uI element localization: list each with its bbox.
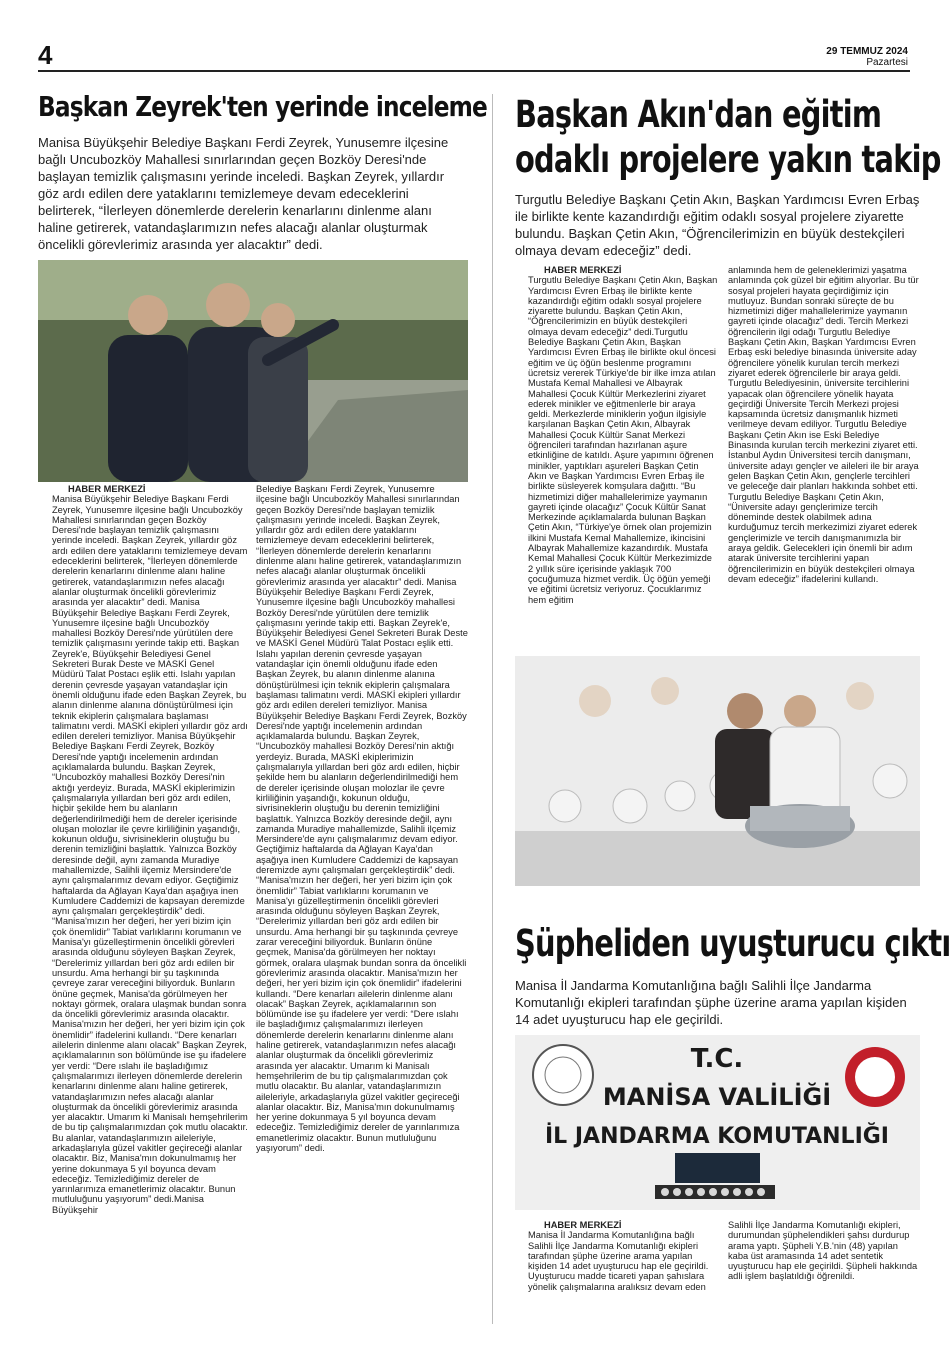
article3-title: Şüpheliden uyuşturucu çıktı	[515, 922, 950, 965]
cooking-class-photo	[515, 656, 920, 886]
article1-col1-text: Manisa Büyükşehir Belediye Başkanı Ferdi Zeyrek, Yunusemre ilçesine bağlı Uncubozköy Mahallesi sınırlarından geçen Bozköy Deresi'nde başlayan temizlik çalışmasını yerinde inceledi. Başkan Zeyrek, yıllardır göz ardı edilen dere yataklarını temizlemeye devam edeceklerini belirterek, “İlerleyen dönemlerde derelerin kenarlarını dinlenme alanı haline getirerek, vatandaşlarımızın nefes alacağı alanlar oluşturmak öncelikli görevlerimiz arasında yer alacaktır” dedi. Manisa Büyükşehir Belediye Başkanı Ferdi Zeyrek, Yunusemre ilçesine bağlı Uncubozköy mahallesi Bozköy Deresi'nde yürütülen dere temizlik çalışmasını yerinde takip etti. Başkan Zeyrek'e, Büyükşehir Belediyesi Genel Sekreteri Burak Deste ve MASKİ Genel Müdürü Talat Postacı eşlik etti. Islahı yapılan derenin çevresde yaşayan vatandaşlar için önemli olduğunu ifade eden Başkan Zeyrek, bu alanın dinlenme alanına dönüştürülmesi için teknik ekiplerin çalışmalara başlaması talimatını verdi. MASKİ ekipleri yıllardır göz ardı edilen dereleri temizliyor. Manisa Büyükşehir Belediye Başkanı Ferdi Zeyrek, Bozköy Deresi'nde yaptığı incelemenin ardından açıklamalarda bulundu. Başkan Zeyrek, “Uncubozköy mahallesi Bozköy Deresi'nin aktığı yerdeyiz. Burada, MASKİ ekiplerimizin çalışmalarıyla yıllardan beri göz ardı edilen, hiçbir şekilde hem bu alanların değerlendirilmediği hem de dereler içerisinde oluşan molozlar ile çevre kirliliğinin yaşandığı, kokunun olduğu, sivrisineklerin oluştuğu bu derenin temizliğini başlattık. Yalnızca Bozköy deresinde değil, aynı zamanda Muradiye mahallemizde, Salihli ilçemiz Mersindere'de aynı çalışmalarımız devam ediyor. Geçtiğimiz haftalarda da Ağlayan Kaya'dan aşağıya inen Kumludere Caddemizi de kapsayan deremizde aynı çalışmaları gerçekleştirdik” dedi. “Manisa'mızın her değeri, her yeri bizim için çok önemlidir” Tabiat varlıklarını korumanın ve Manisa'yı güzelleştirmenin öncelikli görevleri arasında olduğunu söyleyen Başkan Zeyrek, “Derelerimiz yıllardan beri göz ardı edilen bir unsurdu. Ama herhangi bir şu taşkınında çevreye zarar vereceğini biliyorduk. Bunların önüne geçmek, Manisa'da görülmeyen her noktayı görmek, oralara ulaşmak bundan sonra da öncelikli görevlerimiz arasında olacaktır. Manisa'mızın her değeri, her yeri bizim için çok önemlidir” ifadelerini kullandı. “Dere kenarları ailelerin dinlenme alanı olacak” Başkan Zeyrek, açıklamalarının son bölümünde ise şu ifadelere yer verdi: “Dere ıslahı ile başladığımız çalışmalarımızı ilerleyen dönemlerde derelerin kenarlarını dinlenme alanı haline getirerek, vatandaşlarımızın nefes alacağı alanlar oluşturmak da öncelikli görevlerimiz arasında yer alacaktır. Umarım ki Manisalı hemşehrilerim de bu tip çalışmalarımızdan çok mutlu olacaktır. Bu alanlar, vatandaşlarımızın aileleriyle, arkadaşlarıyla güzel vakitler geçireceği alanlar olacaktır. Biz, Manisa'mın dokunulmamış her yerine dokunmaya 5 yıl boyunca devam edeceğiz. Temizlediğimiz dereler de yarınlarımıza emanetlerimiz olacaktır. Bunun mutluluğunu yaşıyorum” dedi.Manisa Büyükşehir	[52, 494, 248, 1215]
article2-column-1	[528, 265, 718, 605]
article1-byline: HABER MERKEZİ	[68, 484, 146, 494]
issue-date	[826, 46, 908, 68]
article2-column-2	[728, 265, 920, 584]
article2-title	[515, 92, 941, 182]
article1-col2-text: Belediye Başkanı Ferdi Zeyrek, Yunusemre ilçesine bağlı Uncubozköy Mahallesi sınırlarından geçen Bozköy Deresi'nde başlayan temizlik çalışmasını yerinde inceledi. Başkan Zeyrek, yıllardır göz ardı edilen dere yataklarını temizlemeye devam edeceklerini belirterek, “İlerleyen dönemlerde derelerin kenarlarını dinlenme alanı haline getirerek, vatandaşlarımızın nefes alacağı alanlar oluşturmak öncelikli görevlerimiz arasında yer alacaktır” dedi. Manisa Büyükşehir Belediye Başkanı Ferdi Zeyrek, Yunusemre ilçesine bağlı Uncubozköy mahallesi Bozköy Deresi'nde yürütülen dere temizlik çalışmasını yerinde takip etti. Başkan Zeyrek'e, Büyükşehir Belediyesi Genel Sekreteri Burak Deste ve MASKİ Genel Müdürü Talat Postacı eşlik etti. Islahı yapılan derenin çevresde yaşayan vatandaşlar için önemli olduğunu ifade eden Başkan Zeyrek, bu alanın dinlenme alanına dönüştürülmesi için teknik ekiplerin çalışmalara başlaması talimatını verdi. MASKİ ekipleri yıllardır göz ardı edilen dereleri temizliyor. Manisa Büyükşehir Belediye Başkanı Ferdi Zeyrek, Bozköy Deresi'nde yaptığı incelemenin ardından açıklamalarda bulundu. Başkan Zeyrek, “Uncubozköy mahallesi Bozköy Deresi'nin aktığı yerdeyiz. Burada, MASKİ ekiplerimizin çalışmalarıyla yıllardan beri göz ardı edilen, hiçbir şekilde hem bu alanların değerlendirilmediği hem de dereler içerisinde oluşan molozlar ile çevre kirliliğinin yaşandığı, kokunun olduğu, sivrisineklerin oluştuğu bu derenin temizliğini başlattık. Yalnızca Bozköy deresinde değil, aynı zamanda Muradiye mahallemizde, Salihli ilçemiz Mersindere'de aynı çalışmalarımız devam ediyor. Geçtiğimiz haftalarda da Ağlayan Kaya'dan aşağıya inen Kumludere Caddemizi de kapsayan deremizde aynı çalışmaları gerçekleştirdik” dedi. “Manisa'mızın her değeri, her yeri bizim için çok önemlidir” Tabiat varlıklarını korumanın ve Manisa'yı güzelleştirmenin öncelikli görevleri arasında olduğunu söyleyen Başkan Zeyrek, “Derelerimiz yıllardan beri göz ardı edilen bir unsurdu. Ama herhangi bir şu taşkınında çevreye zarar vereceğini biliyorduk. Bunların önüne geçmek, Manisa'da görülmeyen her noktayı görmek, oralara ulaşmak bundan sonra da öncelikli görevlerimiz arasında olacaktır. Manisa'mızın her değeri, her yeri bizim için çok önemlidir” ifadelerini kullandı. “Dere kenarları ailelerin dinlenme alanı olacak” Başkan Zeyrek, açıklamalarının son bölümünde ise şu ifadelere yer verdi: “Dere ıslahı ile başladığımız çalışmalarımızı ilerleyen dönemlerde derelerin kenarlarını dinlenme alanı haline getirerek, vatandaşlarımızın nefes alacağı alanlar oluşturmak da öncelikli görevlerimiz arasında yer alacaktır. Umarım ki Manisalı hemşehrilerim de bu tip çalışmalarımızdan çok mutlu olacaktır. Bu alanlar, vatandaşlarımızın aileleriyle, arkadaşlarıyla güzel vakitler geçireceği alanlar olacaktır. Biz, Manisa'mın dokunulmamış her yerine dokunmaya 5 yıl boyunca devam edeceğiz. Temizlediğimiz dereler de yarınlarımıza emanetlerimiz olacaktır. Bunun mutluluğunu yaşıyorum” dedi.	[256, 484, 468, 1153]
article1-photo	[38, 260, 468, 482]
article2-title-line1: Başkan Akın'dan eğitim	[515, 93, 882, 136]
article2-title-line2: odaklı projelere yakın takip	[515, 138, 941, 181]
weekday-text: Pazartesi	[866, 57, 908, 68]
article3-byline: HABER MERKEZİ	[544, 1220, 622, 1230]
article2-photo	[515, 656, 920, 886]
article3-photo	[515, 1035, 920, 1210]
riverbank-inspection-photo	[38, 260, 468, 482]
article3-lead: Manisa İl Jandarma Komutanlığına bağlı Salihli İlçe Jandarma Komutanlığı ekipleri tarafından şüphe üzerine arama yapılan kişiden 14 adet uyuşturucu hap ele geçirildi.	[515, 978, 907, 1027]
article2-col1-text: Turgutlu Belediye Başkanı Çetin Akın, Başkan Yardımcısı Evren Erbaş ile birlikte kente kazandırdığı eğitim odaklı sosyal projelere ziyarette bulundu. Başkan Çetin Akın, “Öğrencilerimizin en büyük destekçileri olmaya devam edeceğiz” dedi.Turgutlu Belediye Başkanı Çetin Akın, Başkan Yardımcısı Evren Erbaş ile birlikte okul öncesi eğitim ve üç öğün beslenme programını ücretsiz vererek Türkiye'de bir ilke imza atılan Mustafa Kemal Mahallesi ve Albayrak Mahallesi Çocuk Kültür Merkezlerini ziyaret ederek minikler ve eğitmenlerle bir araya geldi. Merkezlerde miniklerin yoğun ilgisiyle karşılanan Başkan Çetin Akın, Albayrak Mahallesi Çocuk Kültür Sanat Merkezi öğrencileri tarafından hazırlanan aşure etkinliğine de katıldı. Aşure yapımını öğrenen minikler, yaptıkları aşureleri Başkan Çetin Akın ve Başkan Yardımcısı Evren Erbaş ile birlikte süsleyerek komşulara dağıttı. “Bu hizmetimizi diğer mahallelerimize yaymanın gayreti içinde olacağız” Çocuk Kültür Sanat Merkezinde açıklamalarda bulunan Başkan Çetin Akın, “Türkiye'ye örnek olan projemizin ilkini Mustafa Kemal Mahallemize, ikincisini Albayrak Mahallemize kazandırdık. Mustafa Kemal Mahallesi Çocuk Kültür Merkezimizde 2 yıllık süre içerisinde yaklaşık 700 çocuğumuza hizmet verdik. Üç öğün yemeği ve eğitimi ücretsiz veriyoruz. Çocuklarımız hem eğitim	[528, 275, 718, 605]
article3-column-1	[528, 1220, 713, 1292]
date-text: 29 TEMMUZ 2024	[826, 46, 908, 57]
article1-title: Başkan Zeyrek'ten yerinde inceleme	[38, 90, 487, 123]
article2-byline: HABER MERKEZİ	[544, 265, 622, 275]
gendarmerie-banner-photo	[515, 1035, 920, 1210]
article3-col2-text: Salihli İlçe Jandarma Komutanlığı ekipleri, durumundan şüphelendikleri şahsı durdurup arama yaptı. Şüpheli Y.B.'nin (48) yapılan kaba üst aramasında 14 adet sentetik uyuşturucu hap ele geçirildi. Şüpheli hakkında adli işlem başlatıldığı öğrenildi.	[728, 1220, 918, 1282]
article1-column-2	[256, 484, 468, 1153]
column-divider	[492, 94, 493, 1324]
article1-lead: Manisa Büyükşehir Belediye Başkanı Ferdi Zeyrek, Yunusemre ilçesine bağlı Uncubozköy Mahallesi sınırlarından geçen Bozköy Deresi'nde başlayan temizlik çalışmasını yerinde inceledi. Başkan Zeyrek, yıllardır göz ardı edilen dere yataklarını temizlemeye devam edeceklerini belirterek, “İlerleyen dönemlerde derelerin kenarlarını dinlenme alanı haline getirerek, vatandaşlarımızın nefes alacağı alanlar oluşturmak öncelikli görevlerimiz arasında yer alacaktır” dedi.	[38, 135, 449, 252]
article2-lead: Turgutlu Belediye Başkanı Çetin Akın, Başkan Yardımcısı Evren Erbaş ile birlikte kente kazandırdığı eğitim odaklı sosyal projelere ziyarette bulundu. Başkan Çetin Akın, “Öğrencilerimizin en büyük destekçileri olmaya devam edeceğiz” dedi.	[515, 192, 920, 258]
banner-line1: T.C.	[690, 1044, 744, 1074]
article3-col1-text: Manisa İl Jandarma Komutanlığına bağlı Salihli İlçe Jandarma Komutanlığı ekipleri tarafından şüphe üzerine arama yapılan kişiden 14 adet uyuşturucu hap ele geçirildi. Uyuşturucu madde ticareti yapan şahıslara yönelik çalışmalarına aralıksız devam eden	[528, 1230, 709, 1292]
gendarmerie-seal-icon	[533, 1045, 593, 1105]
banner-line3: İL JANDARMA KOMUTANLIĞI	[545, 1124, 889, 1149]
article3-column-2	[728, 1220, 920, 1282]
page-number: 4	[38, 40, 53, 70]
header-rule	[38, 70, 910, 72]
article1-column-1	[52, 484, 248, 1215]
article2-col2-text: anlamında hem de geleneklerimizi yaşatma anlamında çok güzel bir eğitim alıyorlar. Bu tür sosyal projeleri hayata geçirdiğimiz için mutluyuz. Bundan sonraki süreçte de bu hizmetimizi diğer mahallelerimize yaymanın gayreti içinde olacağız” dedi. Tercih Merkezi öğrencilerin ilgi odağı Turgutlu Belediye Başkanı Çetin Akın, Başkan Yardımcısı Evren Erbaş eski belediye binasında üniversite aday öğrencilere yönelik kurulan tercih merkezi ziyaret ederek öğrencilerle bir araya geldi. Turgutlu Belediyesinin, üniversite tercihlerini yapacak olan öğrencilere yönelik hayata geçirdiği Üniversite Tercih Merkezi projesi kapsamında ücretsiz danışmanlık hizmeti verilmeye devam ediliyor. Turgutlu Belediye Başkanı Çetin Akın ise Eski Belediye Binasında kurulan tercih merkezini ziyaret etti. İstanbul Aydın Üniversitesi tercih danışmanı, üniversite adayı gençler ve aileleri ile bir araya gelen Başkan Çetin Akın, gençlerle tercihleri ve geleceğe dair planları hakkında sohbet etti. Turgutlu Belediye Başkanı Çetin Akın, “Üniversite adayı gençlerimize tercih döneminde destek olabilmek adına kurduğumuz tercih merkezimizi ziyaret ederek gençlerimizle ve tercih danışmanımızla bir araya geldik. Gelecekleri için önemli bir adım atarak üniversite tercihlerini yapan öğrencilerimizin en büyük destekçileri olmaya devam edeceğiz” ifadelerini kullandı.	[728, 265, 919, 584]
banner-line2: MANİSA VALİLİĞİ	[602, 1083, 832, 1111]
